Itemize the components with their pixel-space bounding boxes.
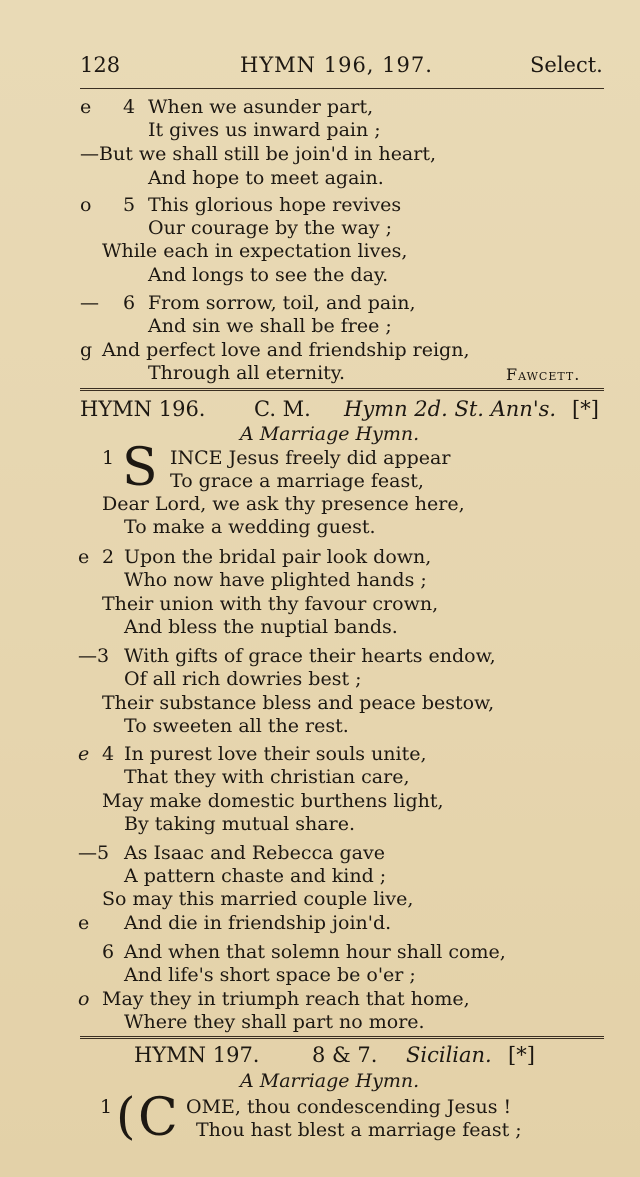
verse-line: And when that solemn hour shall come, bbox=[124, 941, 506, 963]
verse-line: While each in expectation lives, bbox=[102, 240, 408, 262]
verse-line: May make domestic burthens light, bbox=[102, 790, 444, 812]
verse-line: From sorrow, toil, and pain, bbox=[148, 292, 416, 314]
dynamic-mark: g bbox=[80, 339, 93, 361]
verse-line: It gives us inward pain ; bbox=[148, 119, 381, 141]
hymn-meter: 8 & 7. bbox=[312, 1043, 378, 1067]
dynamic-mark: e bbox=[78, 743, 90, 765]
verse-line: To sweeten all the rest. bbox=[124, 715, 349, 737]
stanza-number: 2 bbox=[102, 546, 115, 568]
verse-line: In purest love their souls unite, bbox=[124, 743, 427, 765]
drop-cap: S bbox=[122, 438, 158, 498]
header-rule bbox=[80, 88, 604, 89]
verse-line: Of all rich dowries best ; bbox=[124, 668, 362, 690]
hymn-mark: [*] bbox=[508, 1043, 535, 1067]
stanza-number: 6 bbox=[123, 292, 136, 314]
verse-line: When we asunder part, bbox=[148, 96, 374, 118]
verse-line: INCE Jesus freely did appear bbox=[170, 447, 451, 469]
hymn-divider bbox=[80, 1036, 604, 1039]
stanza-number: 4 bbox=[123, 96, 136, 118]
verse-line: And hope to meet again. bbox=[148, 167, 384, 189]
verse-line: A pattern chaste and kind ; bbox=[124, 865, 387, 887]
verse-line: That they with christian care, bbox=[124, 766, 410, 788]
bracket: ( bbox=[116, 1087, 136, 1145]
hymn-label: HYMN 197. bbox=[134, 1043, 260, 1067]
verse-line: This glorious hope revives bbox=[148, 194, 402, 216]
hymn-meter: C. M. bbox=[254, 397, 311, 421]
verse-line: OME, thou condescending Jesus ! bbox=[186, 1096, 512, 1118]
verse-line: —But we shall still be join'd in heart, bbox=[80, 143, 437, 165]
hymn-subtitle: A Marriage Hymn. bbox=[240, 1070, 420, 1092]
verse-line: To make a wedding guest. bbox=[124, 516, 376, 538]
verse-line: Where they shall part no more. bbox=[124, 1011, 425, 1033]
stanza-number: 6 bbox=[102, 941, 115, 963]
dynamic-mark: —3 bbox=[78, 645, 110, 667]
verse-line: Their union with thy favour crown, bbox=[102, 593, 439, 615]
verse-line: And sin we shall be free ; bbox=[148, 315, 392, 337]
dynamic-mark: e bbox=[80, 96, 92, 118]
dynamic-mark: — bbox=[80, 292, 99, 314]
verse-line: And life's short space be o'er ; bbox=[124, 964, 416, 986]
hymn-label: HYMN 196. bbox=[80, 397, 206, 421]
dynamic-mark: e bbox=[78, 546, 90, 568]
stanza-number: 4 bbox=[102, 743, 115, 765]
verse-line: Our courage by the way ; bbox=[148, 217, 392, 239]
verse-line: As Isaac and Rebecca gave bbox=[124, 842, 385, 864]
stanza-number: 1 bbox=[100, 1096, 113, 1118]
hymn-tune: Sicilian. bbox=[406, 1043, 492, 1067]
stanza-number: 5 bbox=[123, 194, 136, 216]
stanza-number: 1 bbox=[102, 447, 115, 469]
verse-line: And perfect love and friendship reign, bbox=[102, 339, 470, 361]
verse-line: And longs to see the day. bbox=[148, 264, 389, 286]
author-credit: Fawcett. bbox=[506, 365, 581, 384]
dynamic-mark: o bbox=[78, 988, 90, 1010]
hymn-subtitle: A Marriage Hymn. bbox=[240, 423, 420, 445]
verse-line: Dear Lord, we ask thy presence here, bbox=[102, 493, 465, 515]
verse-line: May they in triumph reach that home, bbox=[102, 988, 470, 1010]
verse-line: Thou hast blest a marriage feast ; bbox=[196, 1119, 522, 1141]
verse-line: So may this married couple live, bbox=[102, 888, 414, 910]
verse-line: With gifts of grace their hearts endow, bbox=[124, 645, 496, 667]
verse-line: By taking mutual share. bbox=[124, 813, 355, 835]
hymn-divider bbox=[80, 388, 604, 391]
hymn-mark: [*] bbox=[572, 397, 599, 421]
verse-line: Through all eternity. bbox=[148, 362, 346, 384]
verse-line: And bless the nuptial bands. bbox=[124, 616, 398, 638]
verse-line: Who now have plighted hands ; bbox=[124, 569, 427, 591]
drop-cap: C bbox=[138, 1088, 178, 1148]
verse-line: And die in friendship join'd. bbox=[124, 912, 392, 934]
dynamic-mark: e bbox=[78, 912, 90, 934]
running-title: HYMN 196, 197. bbox=[240, 53, 433, 77]
verse-line: Their substance bless and peace bestow, bbox=[102, 692, 495, 714]
dynamic-mark: o bbox=[80, 194, 92, 216]
verse-line: To grace a marriage feast, bbox=[170, 470, 424, 492]
dynamic-mark: —5 bbox=[78, 842, 110, 864]
page-number: 128 bbox=[80, 53, 121, 77]
verse-line: Upon the bridal pair look down, bbox=[124, 546, 432, 568]
section-label: Select. bbox=[530, 53, 603, 77]
hymn-tune: Hymn 2d. St. Ann's. bbox=[344, 397, 557, 421]
